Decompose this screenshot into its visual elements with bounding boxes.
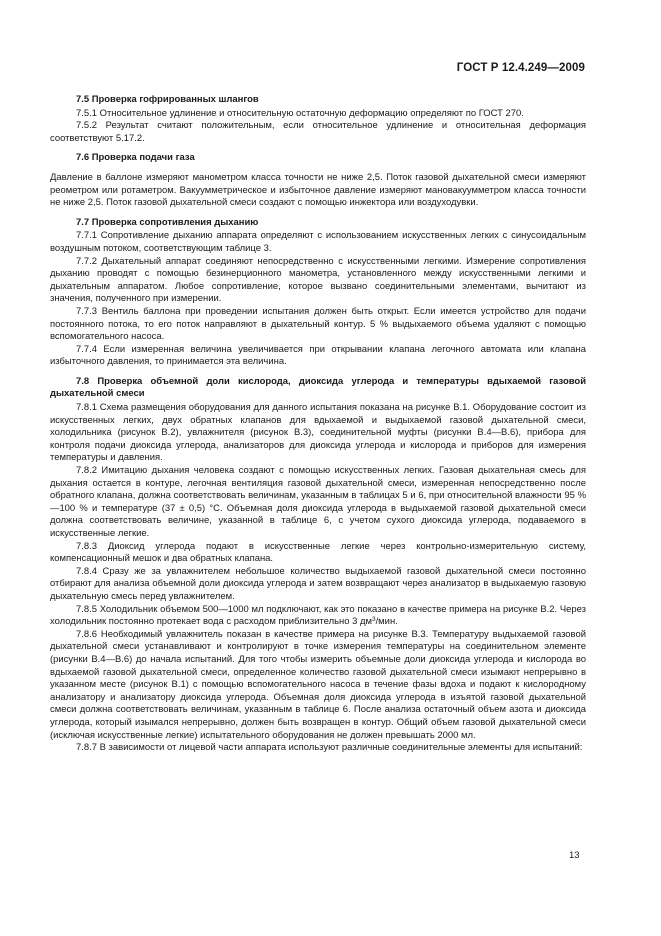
page-number: 13 <box>569 850 580 861</box>
section-heading-7-8: 7.8 Проверка объемной доли кислорода, диоксида углерода и температуры вдыхаемой газовой дыхательной смеси <box>50 375 586 400</box>
paragraph-7-7-2: 7.7.2 Дыхательный аппарат соединяют непосредственно с искусственными легкими. Измерение сопротивления дыханию проводят с помощью безинерционного манометра, установленного между искусственными легкими и дыхательным аппаратом. Любое сопротивление, которое вызвано соединительными элементами, вычитают из значения, полученного при измерении. <box>50 255 586 305</box>
standard-id-header: ГОСТ Р 12.4.249—2009 <box>456 62 585 74</box>
paragraph-7-7-1: 7.7.1 Сопротивление дыханию аппарата определяют с использованием искусственных легких с синусоидальным воздушным потоком, соответствующим таблице 3. <box>50 230 586 254</box>
paragraph-7-5-2: 7.5.2 Результат считают положительным, если относительное удлинение и относительная деформация соответствуют 5.17.2. <box>50 120 586 144</box>
paragraph-7-8-3: 7.8.3 Диоксид углерода подают в искусственные легкие через контрольно-измерительную систему, компенсационный мешок и два обратных клапана. <box>50 540 586 565</box>
paragraph-7-8-5-text: 7.8.5 Холодильник объемом 500—1000 мл подключают, как это показано в качестве примера на рисунке В.2. Через холодильник постоянно протекает вода с расходом приблизительно 3 дм <box>50 603 586 628</box>
paragraph-7-8-7: 7.8.7 В зависимости от лицевой части аппарата используют различные соединительные элементы для испытаний: <box>76 742 583 754</box>
paragraph-7-6: Давление в баллоне измеряют манометром класса точности не ниже 2,5. Поток газовой дыхательной смеси измеряют реометром или ротаметром. Вакуумметрическое и избыточное давление измеряют мановакуумметром класса точности не ниже 2,5. Поток газовой дыхательной смеси создают с помощью инжектора или воздуходувки. <box>50 171 586 209</box>
section-heading-7-5: 7.5 Проверка гофрированных шлангов <box>76 94 259 105</box>
paragraph-7-8-1: 7.8.1 Схема размещения оборудования для данного испытания показана на рисунке В.1. Оборудование состоит из искусственных легких, двух обратных клапанов для вдыхаемой и выдыхаемой газовой дыхательной смеси, холодильника (рисунок В.2), увлажнителя (рисунок В.3), соединительной муфты (рисунки В.4—В.6), прибора для контроля подачи диоксида углерода, анализаторов для диоксида углерода и кислорода и приборов для измерения температуры и давления. <box>50 402 586 464</box>
section-heading-7-7: 7.7 Проверка сопротивления дыханию <box>76 216 259 228</box>
paragraph-7-8-4: 7.8.4 Сразу же за увлажнителем небольшое количество выдыхаемой газовой дыхательной смеси постоянно отбирают для анализа объемной доли диоксида углерода и затем возвращают через анализатор в выдыхаемую газовую дыхательную смесь перед увлажнителем. <box>50 565 586 602</box>
paragraph-7-7-4: 7.7.4 Если измеренная величина увеличивается при открывании клапана легочного автомата или клапана избыточного давления, то принимается эта величина. <box>50 343 586 368</box>
paragraph-7-8-2: 7.8.2 Имитацию дыхания человека создают с помощью искусственных легких. Газовая дыхательная смесь для дыхания остается в контуре, легочная вентиляция газовой дыхательной смеси, измеренная непосредственно после обратного клапана, должна соответствовать величинам, указанным в таблицах 5 и 6, при относительной влажности 95 %—100 % и температуре (37 ± 0,5) °С. Объемная доля диоксида углерода в выдыхаемой газовой дыхательной смеси должна соответствовать величине, указанной в таблице 6, с учетом сухого диоксида углерода, подаваемого в искусственные легкие. <box>50 465 586 539</box>
paragraph-7-8-5-tail: /мин. <box>375 616 398 628</box>
paragraph-7-7-3: 7.7.3 Вентиль баллона при проведении испытания должен быть открыт. Если имеется устройство для подачи постоянного потока, то его поток направляют в дыхательный контур. 5 % выдыхаемого объема удаляют с помощью вспомогательного насоса. <box>50 305 586 343</box>
paragraph-7-8-6: 7.8.6 Необходимый увлажнитель показан в качестве примера на рисунке В.3. Температуру выдыхаемой газовой дыхательной смеси устанавливают и контролируют в точке измерения температуры на соединительном элементе (рисунки В.4—В.6) до начала испытаний. Для того чтобы измерить объемные доли диоксида углерода и кислорода во вдыхаемой газовой дыхательной смеси, определенное количество газовой дыхательной смеси изымают непрерывно в указанном месте (рисунок В.1) с помощью вспомогательного насоса в течение фазы вдоха и подают к кислородному анализатору и анализатору диоксида углерода. Объемная доля диоксида углерода в изъятой газовой дыхательной смеси должна соответствовать величинам, указанным в таблице 6. После анализа остаточный объем азота и диоксида углерода, который изымался непрерывно, должен быть возвращен в контур. Общий объем газовой дыхательной смеси (исключая искусственные легкие) испытательного оборудования не должен превышать 2000 мл. <box>50 628 586 741</box>
document-body <box>50 94 586 755</box>
cubic-superscript: 3 <box>371 616 376 624</box>
paragraph-7-5-1: 7.5.1 Относительное удлинение и относительную остаточную деформацию определяют по ГОСТ 270. <box>76 107 524 119</box>
section-heading-7-6: 7.6 Проверка подачи газа <box>76 152 195 164</box>
paragraph-7-8-5 <box>50 604 586 629</box>
